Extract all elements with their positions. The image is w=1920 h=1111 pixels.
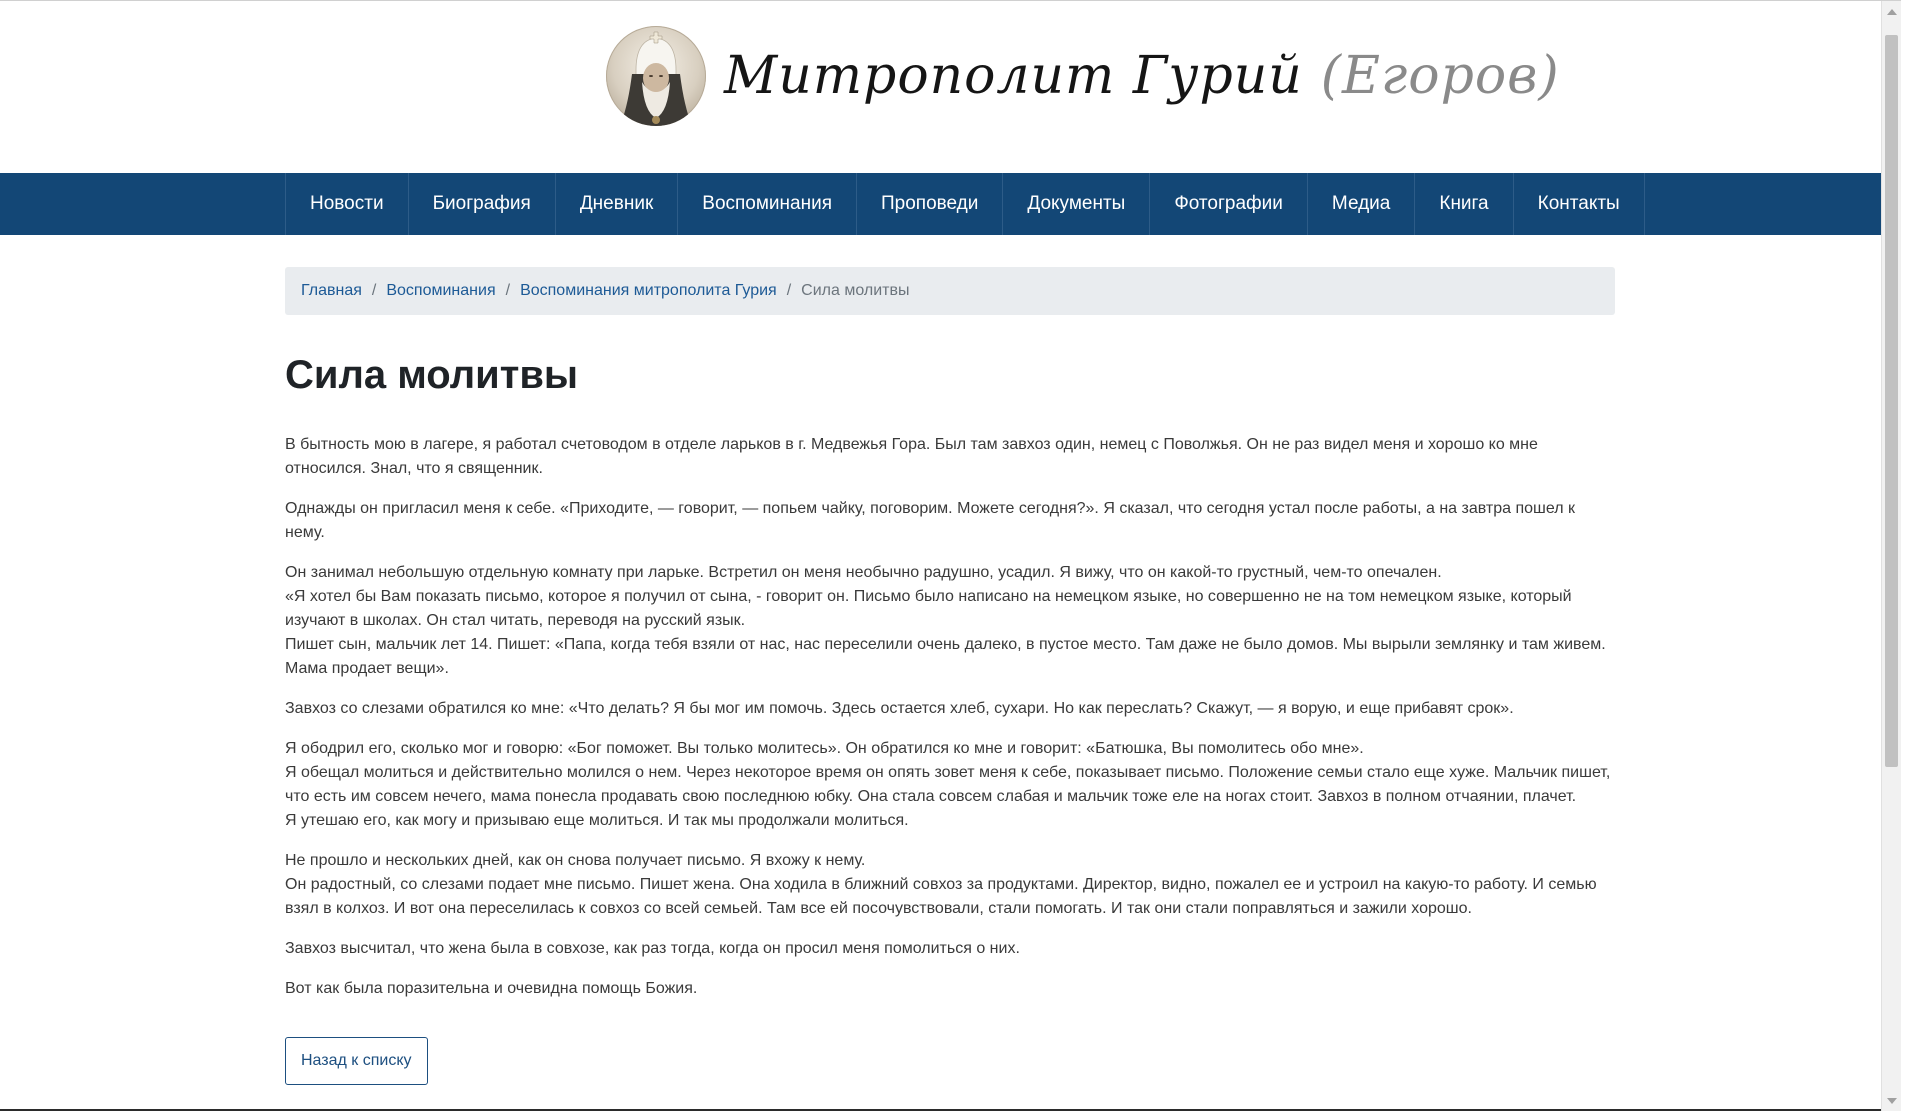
paragraph-text: Не прошло и нескольких дней, как он снова получает письмо. Я вхожу к нему. xyxy=(285,852,866,869)
nav-item-photos[interactable]: Фотографии xyxy=(1150,173,1308,235)
paragraph-text: Пишет сын, мальчик лет 14. Пишет: «Папа, когда тебя взяли от нас, нас переселили очень далеко, в пустое место. Там даже не было домов. Мы вырыли землянку и там живем. Мама продает вещи». xyxy=(285,636,1606,677)
vertical-scrollbar[interactable] xyxy=(1881,1,1901,1111)
main-navigation xyxy=(0,173,1900,235)
paragraph-text: Завхоз со слезами обратился ко мне: «Что делать? Я бы мог им помочь. Здесь остается хлеб, сухари. Но как переслать? Скажут, — я ворую, и еще прибавят срок». xyxy=(285,700,1514,717)
article-paragraph xyxy=(285,433,1615,481)
scrollbar-thumb[interactable] xyxy=(1885,35,1898,767)
nav-item-memoirs[interactable]: Воспоминания xyxy=(678,173,857,235)
logo-title xyxy=(724,46,1560,106)
breadcrumb-current: Сила молитвы xyxy=(801,282,910,299)
nav-item-diary[interactable]: Дневник xyxy=(556,173,678,235)
article-paragraph xyxy=(285,977,1615,1001)
article-paragraph xyxy=(285,849,1615,921)
nav-item-book[interactable]: Книга xyxy=(1415,173,1513,235)
article-paragraph xyxy=(285,697,1615,721)
article-paragraph xyxy=(285,737,1615,833)
scroll-down-arrow-icon[interactable] xyxy=(1887,1098,1897,1104)
page-title: Сила молитвы xyxy=(285,353,579,397)
nav-menu xyxy=(285,173,1645,235)
back-to-list-button[interactable]: Назад к списку xyxy=(285,1037,428,1085)
article-paragraph xyxy=(285,937,1615,961)
paragraph-text: Однажды он пригласил меня к себе. «Приходите, — говорит, — попьем чайку, поговорим. Можете сегодня?». Я сказал, что сегодня устал после работы, а на завтра пошел к нему. xyxy=(285,500,1576,541)
paragraph-text: Он радостный, со слезами подает мне письмо. Пишет жена. Она ходила в ближний совхоз за продуктами. Директор, видно, пожалел ее и устроил на какую-то работу. И семью взял в колхоз. И вот она переселилась к совхоз со всей семьей. Там все ей посочувствовали, стали помогать. И так они стали поправляться и зажили хорошо. xyxy=(285,876,1597,917)
metropolitan-portrait-image xyxy=(606,26,706,126)
nav-item-documents[interactable]: Документы xyxy=(1003,173,1150,235)
paragraph-text: Я ободрил его, сколько мог и говорю: «Бог поможет. Вы только молитесь». Он обратился ко мне и говорит: «Батюшка, Вы помолитесь обо мне». xyxy=(285,740,1364,757)
paragraph-text: Я утешаю его, как могу и призываю еще молиться. И так мы продолжали молиться. xyxy=(285,812,909,829)
article-body xyxy=(285,433,1615,1001)
paragraph-text: Завхоз высчитал, что жена была в совхозе, как раз тогда, когда он просил меня помолиться о них. xyxy=(285,940,1020,957)
paragraph-text: Вот как была поразительна и очевидна помощь Божия. xyxy=(285,980,698,997)
breadcrumb-separator: / xyxy=(371,282,377,299)
nav-item-biography[interactable]: Биография xyxy=(409,173,556,235)
breadcrumb-separator: / xyxy=(505,282,511,299)
main-content xyxy=(285,267,1615,1085)
article-paragraph xyxy=(285,561,1615,681)
nav-item-media[interactable]: Медиа xyxy=(1308,173,1415,235)
logo-title-name: Митрополит Гурий xyxy=(724,46,1303,106)
scroll-up-arrow-icon[interactable] xyxy=(1887,9,1897,15)
breadcrumb-link-memoirs[interactable]: Воспоминания xyxy=(386,282,496,299)
nav-item-sermons[interactable]: Проповеди xyxy=(857,173,1003,235)
paragraph-text: «Я хотел бы Вам показать письмо, которое я получил от сына, - говорит он. Письмо было написано на немецком языке, но совершенно не на том немецком языке, который изучают в школах. Он стал читать, переводя на русский язык. xyxy=(285,588,1572,629)
article-paragraph xyxy=(285,497,1615,545)
breadcrumb-link-metropolitan-memoirs[interactable]: Воспоминания митрополита Гурия xyxy=(520,282,777,299)
paragraph-text: Он занимал небольшую отдельную комнату при ларьке. Встретил он меня необычно радушно, усадил. Я вижу, что он какой-то грустный, чем-то опечален. xyxy=(285,564,1442,581)
paragraph-text: Я обещал молиться и действительно молился о нем. Через некоторое время он опять зовет меня к себе, показывает письмо. Положение семьи стало еще хуже. Мальчик пишет, что есть им совсем нечего, мама понесла продавать свою последнюю юбку. Она стала совсем слабая и мальчик тоже еле на ногах стоит. Завхоз в полном отчаянии, плачет. xyxy=(285,764,1611,805)
logo-title-subtitle: (Егоров) xyxy=(1320,46,1560,106)
nav-item-news[interactable]: Новости xyxy=(286,173,409,235)
breadcrumb-link-home[interactable]: Главная xyxy=(301,282,362,299)
site-header xyxy=(0,1,1901,173)
site-logo[interactable] xyxy=(606,25,1560,127)
breadcrumb-separator: / xyxy=(786,282,792,299)
paragraph-text: В бытность мою в лагере, я работал счетоводом в отделе ларьков в г. Медвежья Гора. Был там завхоз один, немец с Поволжья. Он не раз видел меня и хорошо ко мне относился. Знал, что я священник. xyxy=(285,436,1538,477)
breadcrumb xyxy=(285,267,1615,315)
nav-item-contacts[interactable]: Контакты xyxy=(1514,173,1645,235)
